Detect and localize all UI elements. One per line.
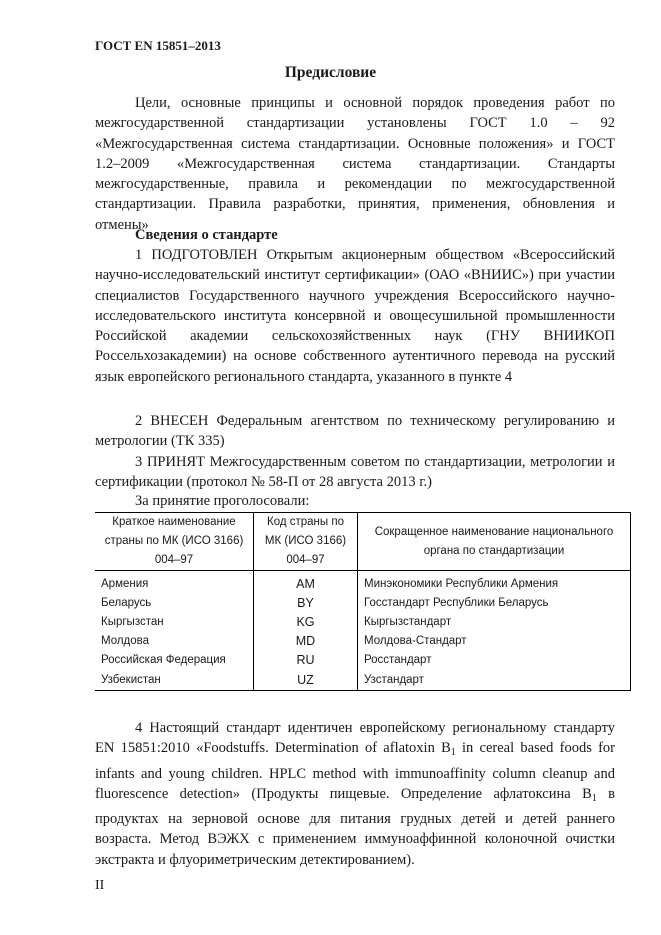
table-row: [95, 650, 631, 669]
page-number: II: [95, 878, 105, 893]
code-cell: MD: [254, 631, 358, 650]
code-cell: RU: [254, 650, 358, 669]
code-cell: BY: [254, 593, 358, 612]
country-cell: Российская Федерация: [95, 650, 254, 669]
country-cell: Армения: [95, 571, 254, 594]
org-cell: Минэкономики Республики Армения: [358, 571, 631, 594]
table-row: [95, 612, 631, 631]
code-cell: UZ: [254, 669, 358, 691]
org-cell: Молдова-Стандарт: [358, 631, 631, 650]
table-header-row: [95, 513, 631, 571]
code-cell: KG: [254, 612, 358, 631]
table-row: [95, 669, 631, 691]
about-item-4: [95, 718, 615, 870]
item4-text-part3: в продуктах на зерновой основе для питания грудных детей и детей раннего возраста. Метод ВЭЖХ с применением иммуноаффинной колоночной очистки экстракта и флуориметрическим детектированием).: [95, 785, 615, 868]
page-title: Предисловие: [284, 64, 377, 81]
table-row: [95, 593, 631, 612]
header-standards-body: Сокращенное наименование национального органа по стандартизации: [358, 513, 631, 571]
item4-text-part2: in cereal based foods for infants and young children. HPLC method with immunoaffinity column cleanup and fluorescence detection» (Продукты пищевые. Определение афлатоксина B: [95, 740, 615, 802]
preface-intro-paragraph: Цели, основные принципы и основной порядок проведения работ по межгосударственной стандартизации установлены ГОСТ 1.0 – 92 «Межгосударственная система стандартизации. Основные положения» и ГОСТ 1.2–2009 «Межгосударственная система стандартизации. Стандарты межгосударственные, правила и рекомендации по межгосударственной стандартизации. Правила разработки, принятия, применения, обновления и отмены»: [95, 95, 615, 233]
header-country-code: Код страны по МК (ИСО 3166) 004–97: [254, 513, 358, 571]
vote-table-caption: За принятие проголосовали:: [135, 493, 310, 509]
org-cell: Госстандарт Республики Беларусь: [358, 593, 631, 612]
standard-code-header: ГОСТ EN 15851–2013: [95, 38, 221, 53]
country-cell: Беларусь: [95, 593, 254, 612]
country-cell: Молдова: [95, 631, 254, 650]
table-row: [95, 571, 631, 594]
item4-subscript-1: 1: [450, 747, 456, 759]
about-item-2: 2 ВНЕСЕН Федеральным агентством по техническому регулированию и метрологии (ТК 335): [95, 413, 615, 450]
vote-table: [95, 512, 631, 691]
about-item-3: 3 ПРИНЯТ Межгосударственным советом по стандартизации, метрологии и сертификации (протокол № 58-П от 28 августа 2013 г.): [95, 454, 615, 491]
org-cell: Кыргызстандарт: [358, 612, 631, 631]
about-standard-heading: Сведения о стандарте: [135, 227, 278, 243]
country-cell: Кыргызстан: [95, 612, 254, 631]
org-cell: Узстандарт: [358, 669, 631, 691]
header-country-name: Краткое наименование страны по МК (ИСО 3166) 004–97: [95, 513, 254, 571]
item4-text-part1: 4 Настоящий стандарт идентичен европейскому региональному стандарту EN 15851:2010 «Foodstuffs. Determination of aflatoxin B: [95, 720, 615, 757]
country-cell: Узбекистан: [95, 669, 254, 691]
code-cell: AM: [254, 571, 358, 594]
item4-subscript-2: 1: [591, 792, 597, 804]
org-cell: Росстандарт: [358, 650, 631, 669]
table-row: [95, 631, 631, 650]
about-item-1: 1 ПОДГОТОВЛЕН Открытым акционерным обществом «Всероссийский научно-исследовательский институт сертификации» (ОАО «ВНИИС») при участии специалистов Государственного научного учреждения Всероссийского научно-исследовательского института консервной и овощесушильной промышленности Российской академии сельскохозяйственных наук (ГНУ ВНИИКОП Россельхозакадемии) на основе собственного аутентичного перевода на русский язык европейского регионального стандарта, указанного в пункте 4: [95, 247, 615, 385]
